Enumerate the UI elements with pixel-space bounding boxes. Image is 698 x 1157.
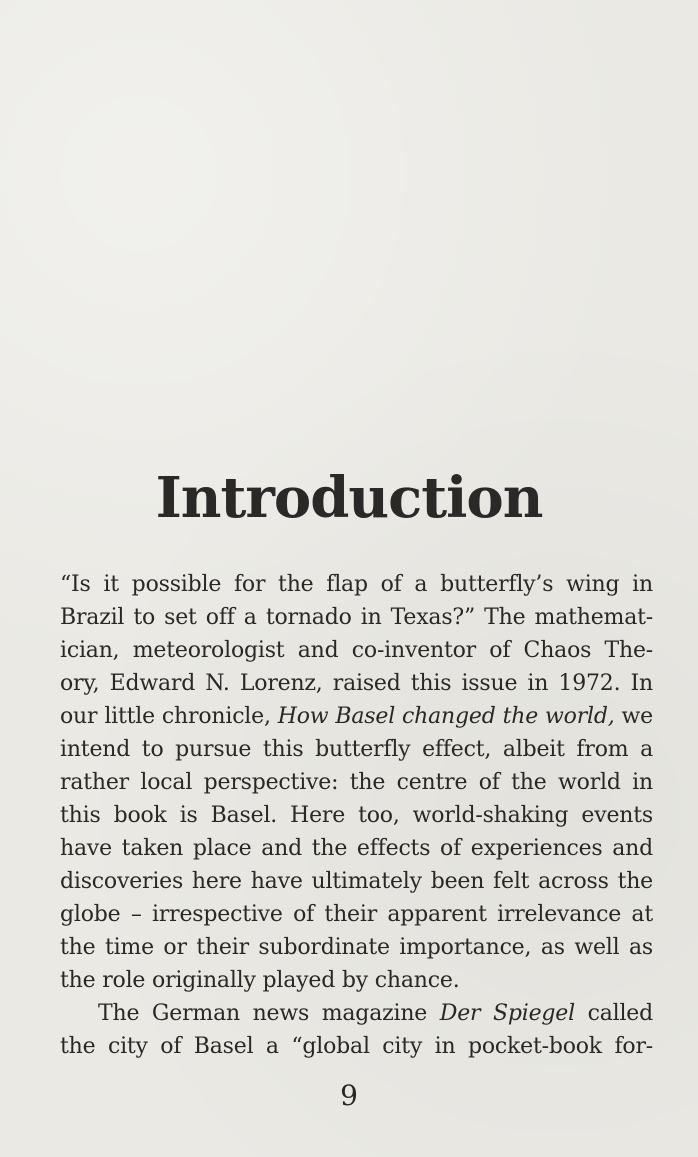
text-line: intend to pursue this butterfly effect, albeit from a	[60, 737, 653, 762]
paragraph-1	[60, 568, 653, 997]
text-line: discoveries here have ultimately been felt across the	[60, 869, 653, 894]
text-line: the city of Basel a “global city in pocket-book for-	[60, 1034, 653, 1059]
text-line: the role originally played by chance.	[60, 968, 460, 993]
text-segment: our little chronicle,	[60, 704, 271, 729]
text-line: ory, Edward N. Lorenz, raised this issue in 1972. In	[60, 671, 653, 696]
paragraph-2	[60, 997, 653, 1063]
text-line: globe – irrespective of their apparent irrelevance at	[60, 902, 653, 927]
text-line: “Is it possible for the flap of a butterfly’s wing in	[60, 572, 653, 597]
text-segment: we	[621, 704, 653, 729]
magazine-title-italic: Der Spiegel	[439, 1001, 575, 1026]
text-line	[60, 997, 653, 1030]
text-line: ician, meteorologist and co-inventor of Chaos The-	[60, 638, 653, 663]
text-line: the time or their subordinate importance, as well as	[60, 935, 653, 960]
text-line: Brazil to set off a tornado in Texas?” The mathemat-	[60, 605, 653, 630]
body-text	[60, 568, 653, 1063]
page-number: 9	[340, 1079, 358, 1112]
text-line	[60, 700, 653, 733]
text-line: have taken place and the effects of experiences and	[60, 836, 653, 861]
text-line: this book is Basel. Here too, world-shaking events	[60, 803, 653, 828]
chapter-title: Introduction	[155, 465, 543, 531]
text-segment: called	[587, 1001, 653, 1026]
text-line: rather local perspective: the centre of the world in	[60, 770, 653, 795]
text-segment: The German news magazine	[98, 1001, 428, 1026]
book-title-italic: How Basel changed the world,	[277, 704, 615, 729]
